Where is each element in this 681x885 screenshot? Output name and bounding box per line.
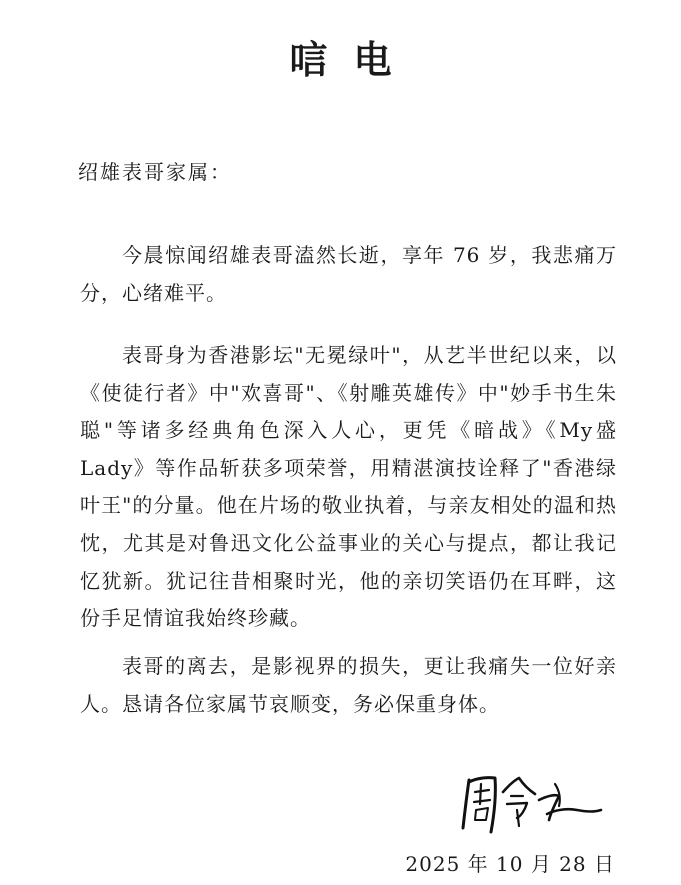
document-title: 唁电 — [289, 37, 418, 82]
salutation: 绍雄表哥家属： — [78, 160, 232, 184]
handwritten-signature — [455, 770, 605, 842]
letter-date: 2025 年 10 月 28 日 — [405, 852, 615, 876]
paragraph-2: 表哥身为香港影坛"无冕绿叶"，从艺半世纪以来，以《使徒行者》中"欢喜哥"、《射雕英雄传》中"妙手书生朱聪"等诸多经典角色深入人心，更凭《暗战》《My盛 Lady》等作品斩获多项荣誉，用精湛演技诠释了"香港绿叶王"的分量。他在片场的敬业执着，与亲友相处的温和热忱，尤其是对鲁迅文化公益事业的关心与提点，都让我记忆犹新。犹记往昔相聚时光，他的亲切笑语仍在耳畔，这份手足情谊我始终珍藏。 — [80, 343, 617, 631]
paragraph-3: 表哥的离去，是影视界的损失，更让我痛失一位好亲人。恳请各位家属节哀顺变，务必保重身体。 — [80, 654, 617, 716]
paragraph-1: 今晨惊闻绍雄表哥溘然长逝，享年 76 岁，我悲痛万分，心绪难平。 — [80, 243, 617, 305]
